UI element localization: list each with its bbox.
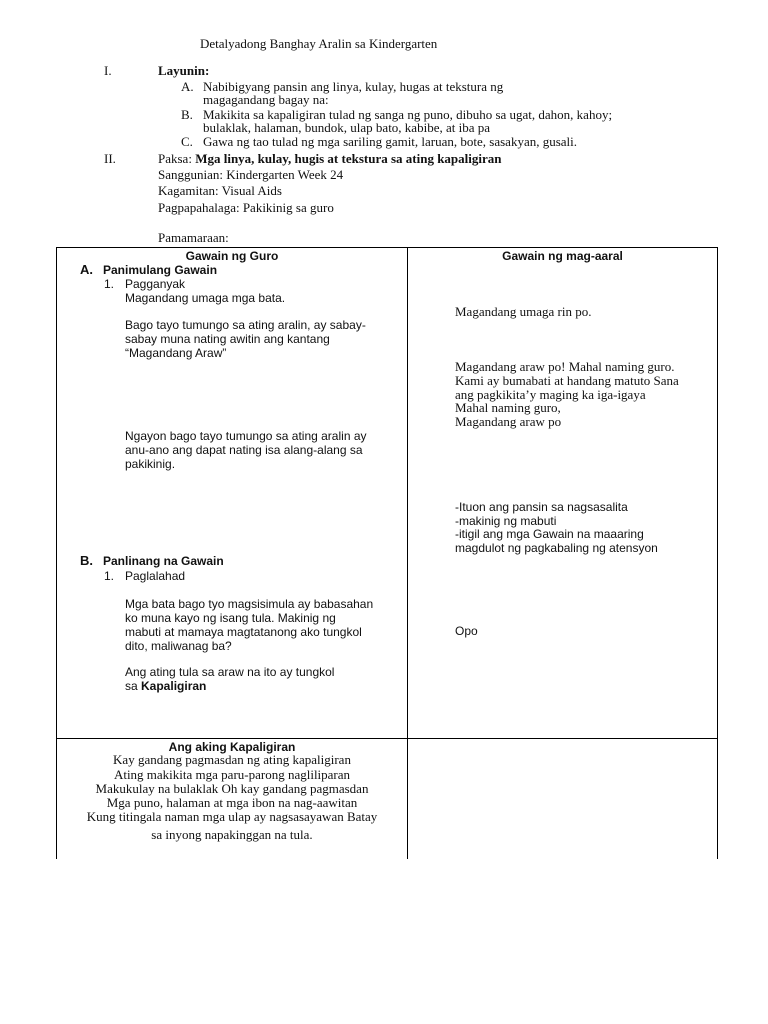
objective-text: Gawa ng tao tulad ng mga sariling gamit, laruan, bote, sasakyan, gusali. [203,134,578,149]
student-rule: -makinig ng mabuti [455,514,557,528]
teacher-text: Bago tayo tumungo sa ating aralin, ay sabay- [125,318,366,332]
teacher-text: sabay muna nating awitin ang kantang [125,332,330,346]
objective-letter: A. [181,79,194,94]
teacher-text: dito, maliwanag ba? [125,639,232,653]
student-song-line: Magandang araw po [455,414,562,429]
column-header-teacher: Gawain ng Guro [185,249,279,263]
objective-text: bulaklak, halaman, bundok, ulap bato, kabibe, at iba pa [203,120,490,135]
objective-letter: C. [181,134,193,149]
topic-line [158,152,501,166]
teacher-text: anu-ano ang dapat nating isa alang-alang sa [125,443,363,457]
values-line: Pagpapahalaga: Pakikinig sa guro [158,200,334,215]
teacher-greeting: Magandang umaga mga bata. [125,291,286,305]
item-number: 1. [104,277,115,291]
procedure-label: Pamamaraan: [158,230,229,245]
section-numeral-2: II. [104,151,116,166]
item-title-pagganyak: Pagganyak [125,277,186,291]
table-border-top [56,247,718,248]
student-reply: Opo [455,624,478,638]
teacher-text: Ngayon bago tayo tumungo sa ating aralin ay [125,429,367,443]
table-border-right [717,247,718,859]
reference-line: Sanggunian: Kindergarten Week 24 [158,167,344,182]
objective-letter: B. [181,107,193,122]
student-rule: -Ituon ang pansin sa nagsasalita [455,500,628,514]
part-a-letter: A. [80,262,93,277]
part-b-letter: B. [80,553,93,568]
topic-value: Mga linya, kulay, hugis at tekstura sa ating kapaligiran [195,151,502,166]
objectives-heading: Layunin: [158,63,210,78]
item-title-paglalahad: Paglalahad [125,569,186,583]
student-song-line: Mahal naming guro, [455,400,561,415]
objective-text: Nabibigyang pansin ang linya, kulay, hugas at tekstura ng [203,79,504,94]
teacher-text: pakikinig. [125,457,176,471]
objective-text: Makikita sa kapaligiran tulad ng sanga ng puno, dibuho sa ugat, dahon, kahoy; [203,107,613,122]
student-song-line: ang pagkikita’y maging ka iga-igaya [455,387,646,402]
part-b-title: Panlinang na Gawain [103,554,224,568]
teacher-text: ko muna kayo ng isang tula. Makinig ng [125,611,336,625]
poem-line: Makukulay na bulaklak Oh kay gandang pagmasdan [95,781,369,796]
section-numeral-1: I. [104,63,112,78]
table-column-divider [407,247,408,859]
teacher-text: Mga bata bago tyo magsisimula ay babasahan [125,597,374,611]
column-header-student: Gawain ng mag-aaral [502,249,623,263]
teacher-text: Ang ating tula sa araw na ito ay tungkol [125,665,335,679]
student-rule: magdulot ng pagkabaling ng atensyon [455,541,658,555]
teacher-text [125,679,206,693]
poem-line: Mga puno, halaman at mga ibon na nag-aawitan [106,795,358,810]
student-reply: Magandang umaga rin po. [455,304,592,319]
teacher-text: “Magandang Araw” [125,346,227,360]
poem-line: Kung titingala naman mga ulap ay nagsasayawan Batay [86,809,378,824]
poem-title: Ang aking Kapaligiran [168,740,296,754]
teacher-text: mabuti at mamaya magtatanong ako tungkol [125,625,362,639]
poem-line: Kay gandang pagmasdan ng ating kapaligiran [113,752,351,767]
student-rule: -itigil ang mga Gawain na maaaring [455,527,644,541]
poem-line: sa inyong napakinggan na tula. [151,827,313,842]
student-song-line: Magandang araw po! Mahal naming guro. [455,359,675,374]
item-number: 1. [104,569,115,583]
materials-line: Kagamitan: Visual Aids [158,183,282,198]
table-row-divider [56,738,718,739]
teacher-text-prefix: sa [125,679,142,693]
topic-label: Paksa: [158,151,196,166]
topic-kapaligiran: Kapaligiran [141,679,207,693]
part-a-title: Panimulang Gawain [103,263,218,277]
objective-text: magagandang bagay na: [203,92,329,107]
student-song-line: Kami ay bumabati at handang matuto Sana [455,373,679,388]
poem-line: Ating makikita mga paru-parong nagliliparan [113,767,351,782]
document-title: Detalyadong Banghay Aralin sa Kindergarten [200,36,438,51]
